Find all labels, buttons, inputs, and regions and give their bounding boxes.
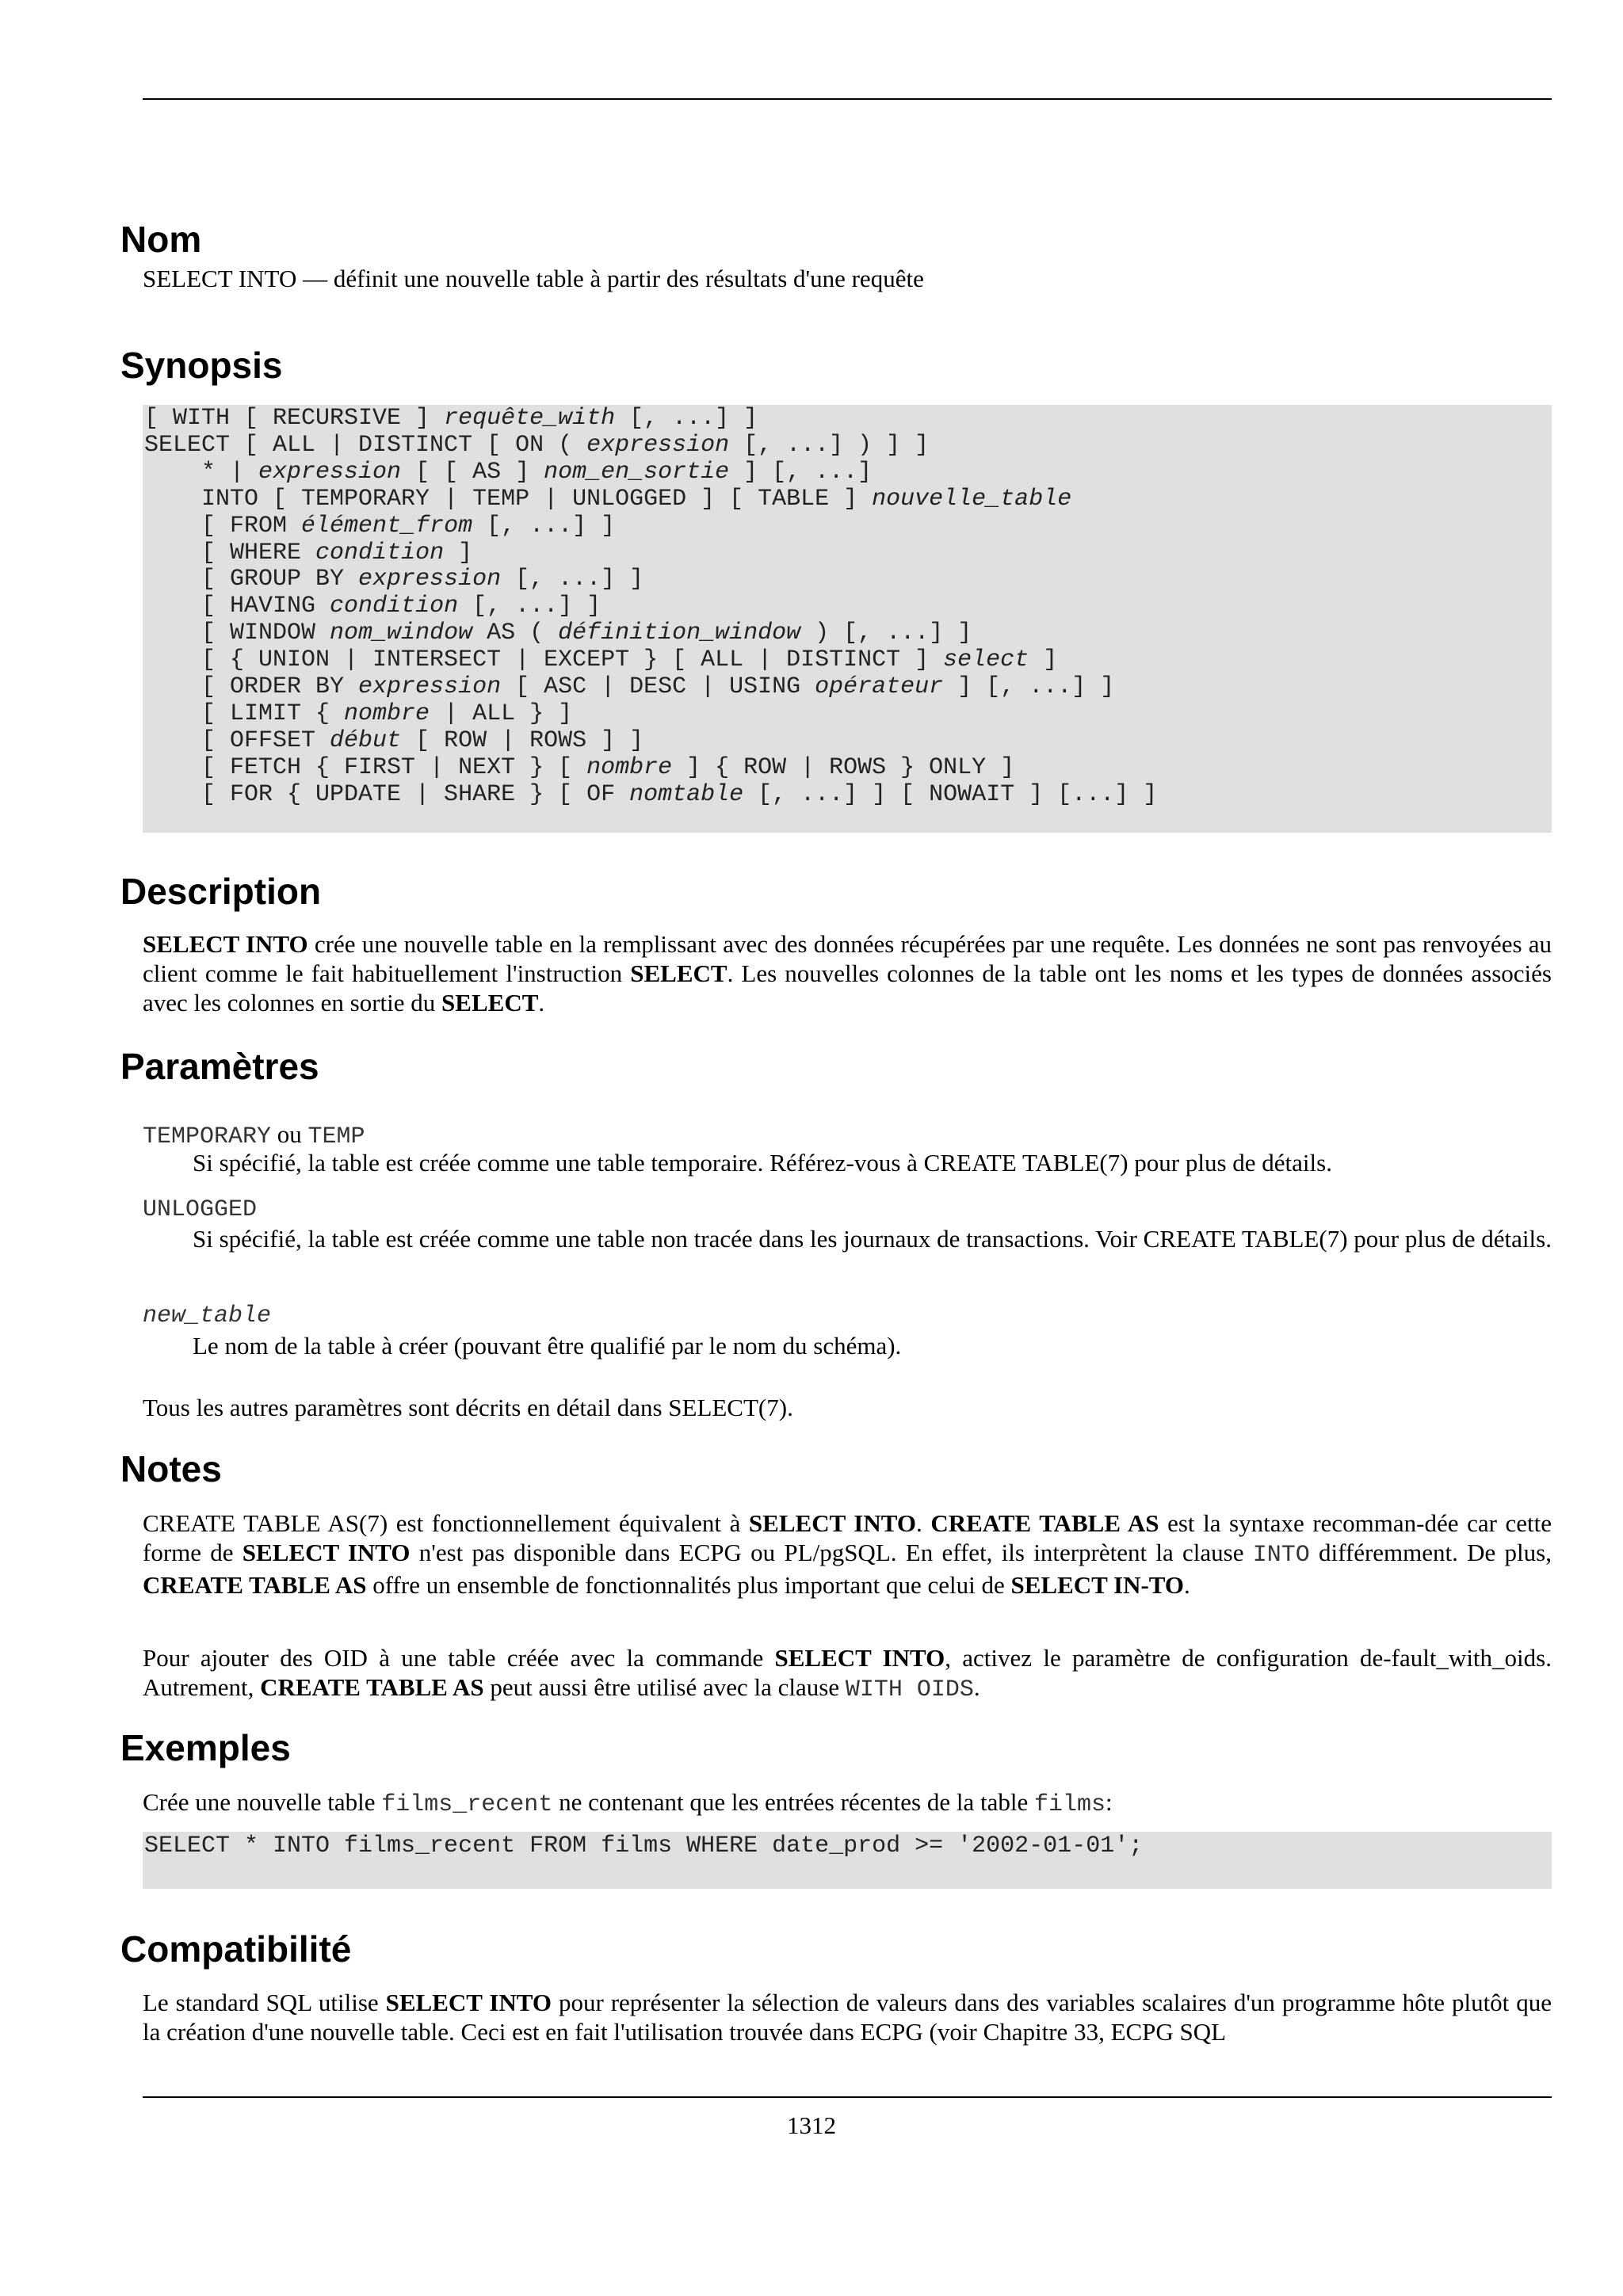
param-def-new-table: Le nom de la table à créer (pouvant être qualifié par le nom du schéma). (193, 1332, 902, 1360)
synopsis-line: SELECT [ ALL | DISTINCT [ ON ( expression [, ...] ) ] ] (144, 431, 930, 459)
example-code-block: SELECT * INTO films_recent FROM films WHERE date_prod >= '2002-01-01'; (143, 1832, 1552, 1889)
notes-paragraph-2: Pour ajouter des OID à une table créée avec la commande SELECT INTO, activez le paramètre de configuration de-fault_with_oids. Autrement, CREATE TABLE AS peut aussi être utilisé avec la clause WITH OIDS. (143, 1644, 1552, 1703)
synopsis-line: [ FOR { UPDATE | SHARE } [ OF nomtable [, ...] ] [ NOWAIT ] [...] ] (144, 780, 1158, 808)
synopsis-line: [ WITH [ RECURSIVE ] requête_with [, ...] ] (144, 405, 758, 432)
parametres-outro: Tous les autres paramètres sont décrits en détail dans SELECT(7). (143, 1394, 793, 1421)
heading-synopsis: Synopsis (120, 345, 283, 386)
synopsis-line: [ FROM élément_from [, ...] ] (144, 512, 616, 540)
heading-notes: Notes (120, 1448, 222, 1489)
synopsis-line: [ { UNION | INTERSECT | EXCEPT } [ ALL | DISTINCT ] select ] (144, 646, 1058, 674)
heading-compatibilite: Compatibilité (120, 1928, 352, 1970)
param-def-temporary: Si spécifié, la table est créée comme une table temporaire. Référez-vous à CREATE TABLE(7) pour plus de détails. (193, 1149, 1332, 1177)
synopsis-line: [ HAVING condition [, ...] ] (144, 593, 601, 620)
synopsis-line: [ WINDOW nom_window AS ( définition_window ) [, ...] ] (144, 620, 972, 647)
synopsis-line: * | expression [ [ AS ] nom_en_sortie ] [, ...] (144, 458, 873, 486)
param-term-new-table: new_table (143, 1302, 272, 1329)
page-number: 1312 (787, 2111, 836, 2139)
footer-rule (143, 2096, 1552, 2098)
nom-text: SELECT INTO — définit une nouvelle table à partir des résultats d'une requête (143, 265, 924, 292)
synopsis-line: INTO [ TEMPORARY | TEMP | UNLOGGED ] [ TABLE ] nouvelle_table (144, 485, 1072, 513)
heading-parametres: Paramètres (120, 1046, 319, 1087)
synopsis-line: [ FETCH { FIRST | NEXT } [ nombre ] { ROW | ROWS } ONLY ] (144, 753, 1015, 781)
notes-paragraph-1: CREATE TABLE AS(7) est fonctionnellement équivalent à SELECT INTO. CREATE TABLE AS est la syntaxe recomman-dée car cette forme de SELECT INTO n'est pas disponible dans ECPG ou PL/pgSQL. En effet, ils interprètent la clause INTO différemment. De plus, CREATE TABLE AS offre un ensemble de fonctionnalités plus important que celui de SELECT IN-TO. (143, 1509, 1552, 1599)
synopsis-line: [ ORDER BY expression [ ASC | DESC | USING opérateur ] [, ...] ] (144, 673, 1115, 701)
header-rule (143, 98, 1552, 100)
description-text: SELECT INTO crée une nouvelle table en la remplissant avec des données récupérées par une requête. Les données ne sont pas renvoyées au client comme le fait habituellement l'instruction SELECT. Les nouvelles colonnes de la table ont les noms et les types de données associés avec les colonnes en sortie du SELECT. (143, 930, 1552, 1016)
exemples-intro: Crée une nouvelle table films_recent ne contenant que les entrées récentes de la table films: (143, 1788, 1113, 1818)
heading-exemples: Exemples (120, 1727, 291, 1768)
synopsis-line: [ WHERE condition ] (144, 539, 473, 566)
synopsis-line: [ LIMIT { nombre | ALL } ] (144, 700, 573, 727)
synopsis-line: [ GROUP BY expression [, ...] ] (144, 566, 644, 593)
param-term-temporary: TEMPORARY ou TEMP (143, 1120, 365, 1150)
heading-description: Description (120, 871, 322, 912)
param-term-unlogged: UNLOGGED (143, 1196, 258, 1223)
param-def-unlogged: Si spécifié, la table est créée comme une table non tracée dans les journaux de transactions. Voir CREATE TABLE(7) pour plus de détails. (193, 1225, 1552, 1253)
compat-text: Le standard SQL utilise SELECT INTO pour représenter la sélection de valeurs dans des variables scalaires d'un programme hôte plutôt que la création d'une nouvelle table. Ceci est en fait l'utilisation trouvée dans ECPG (voir Chapitre 33, ECPG SQL (143, 1989, 1552, 2046)
synopsis-line: [ OFFSET début [ ROW | ROWS ] ] (144, 727, 644, 754)
synopsis-code-block (143, 405, 1552, 833)
heading-nom: Nom (120, 219, 202, 260)
